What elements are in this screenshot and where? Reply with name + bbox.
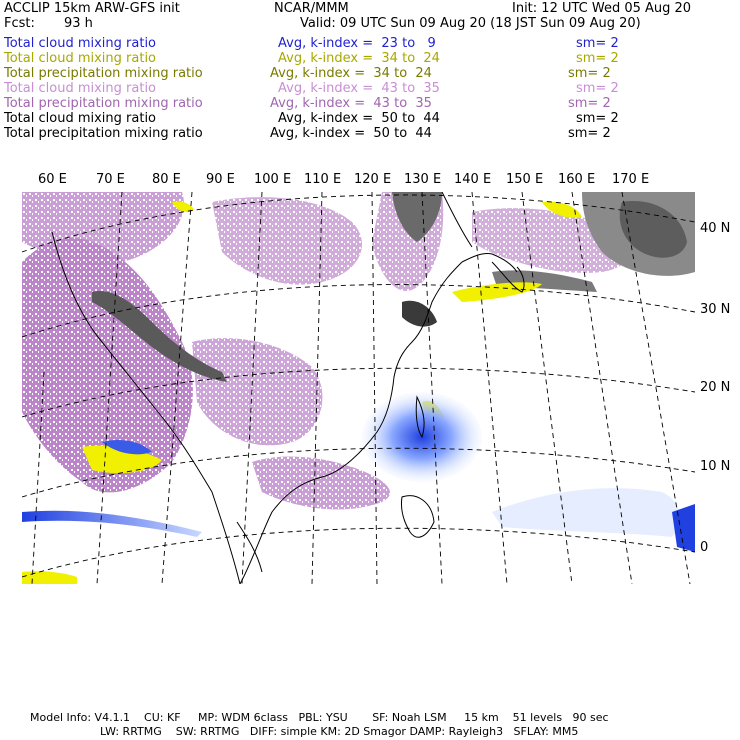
legend-avg-6: Avg, k-index = 50 to 44: [278, 111, 440, 126]
legend-avg-4: Avg, k-index = 43 to 35: [278, 81, 440, 96]
lon-label: 160 E: [558, 172, 596, 187]
fcst-label: Fcst:: [4, 16, 35, 31]
lon-label: 150 E: [506, 172, 544, 187]
legend-sm-1: sm= 2: [576, 36, 619, 51]
lon-label: 170 E: [612, 172, 650, 187]
legend-sm-7: sm= 2: [568, 126, 611, 141]
org-label: NCAR/MMM: [274, 1, 349, 16]
lon-label: 140 E: [454, 172, 492, 187]
init-time: Init: 12 UTC Wed 05 Aug 20: [512, 1, 692, 16]
legend-sm-2: sm= 2: [576, 51, 619, 66]
lon-label: 120 E: [354, 172, 392, 187]
lon-label: 60 E: [38, 172, 67, 187]
legend-field-2: Total cloud mixing ratio: [4, 51, 157, 66]
valid-time: Valid: 09 UTC Sun 09 Aug 20 (18 JST Sun 09 Aug 20): [300, 16, 641, 31]
legend-field-7: Total precipitation mixing ratio: [4, 126, 203, 141]
legend-avg-2: Avg, k-index = 34 to 24: [278, 51, 440, 66]
lon-label: 80 E: [152, 172, 181, 187]
legend-avg-7: Avg, k-index = 50 to 44: [270, 126, 432, 141]
legend-field-1: Total cloud mixing ratio: [4, 36, 157, 51]
lat-label: 20 N: [700, 380, 731, 395]
lon-label: 130 E: [404, 172, 442, 187]
legend-field-3: Total precipitation mixing ratio: [4, 66, 203, 81]
lon-label: 70 E: [96, 172, 125, 187]
legend-sm-6: sm= 2: [576, 111, 619, 126]
lat-label: 0: [700, 540, 709, 555]
model-title: ACCLIP 15km ARW-GFS init: [4, 1, 180, 16]
lat-label: 10 N: [700, 459, 731, 474]
lat-label: 40 N: [700, 221, 731, 236]
fcst-value: 93 h: [64, 16, 93, 31]
lon-label: 100 E: [254, 172, 292, 187]
legend-field-4: Total cloud mixing ratio: [4, 81, 157, 96]
legend-field-5: Total precipitation mixing ratio: [4, 96, 203, 111]
legend-avg-5: Avg, k-index = 43 to 35: [270, 96, 432, 111]
map-panel: [22, 192, 695, 584]
legend-sm-4: sm= 2: [576, 81, 619, 96]
footer-physics-info: LW: RRTMG SW: RRTMG DIFF: simple KM: 2D Smagor DAMP: Rayleigh3 SFLAY: MM5: [100, 725, 579, 738]
legend-sm-3: sm= 2: [568, 66, 611, 81]
footer-model-info: Model Info: V4.1.1 CU: KF MP: WDM 6class PBL: YSU SF: Noah LSM 15 km 51 levels 90 sec: [30, 711, 609, 724]
legend-avg-1: Avg, k-index = 23 to 9: [278, 36, 436, 51]
lon-label: 90 E: [206, 172, 235, 187]
legend-field-6: Total cloud mixing ratio: [4, 111, 157, 126]
lon-label: 110 E: [304, 172, 342, 187]
legend-avg-3: Avg, k-index = 34 to 24: [270, 66, 432, 81]
legend-sm-5: sm= 2: [568, 96, 611, 111]
lat-label: 30 N: [700, 302, 731, 317]
